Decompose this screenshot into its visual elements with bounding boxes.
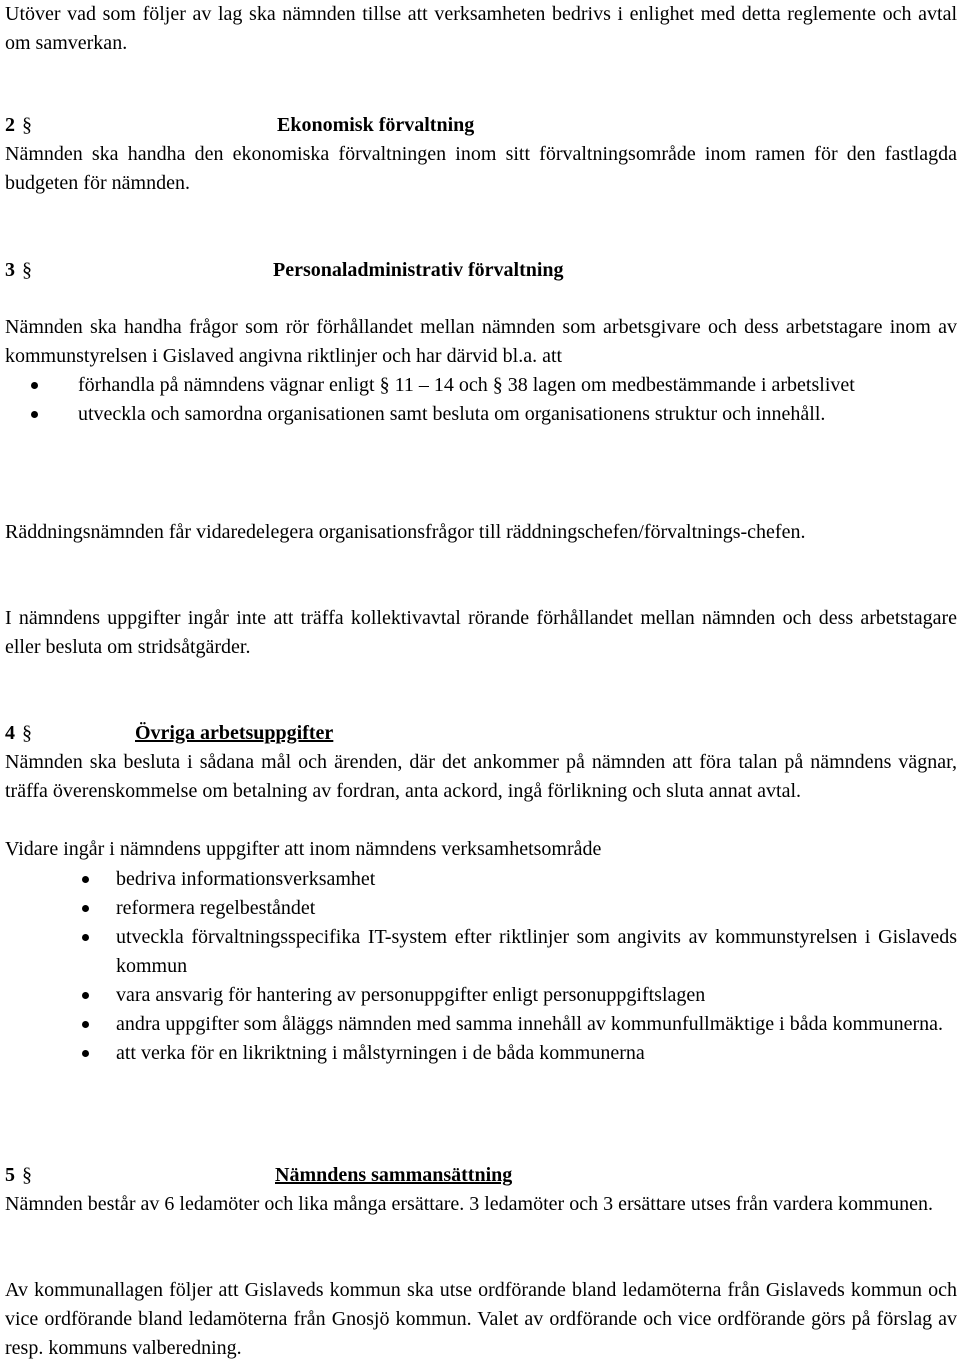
section-title: Övriga arbetsuppgifter	[135, 722, 334, 744]
section-title: Nämndens sammansättning	[275, 1164, 513, 1186]
section-5-paragraph-2: Av kommunallagen följer att Gislaveds kommun ska utse ordförande bland ledamöterna från Gislaveds kommun och vice ordförande bland ledamöterna från Gnosjö kommun. Valet av ordförande och vice ordförande görs på förslag av resp. kommuns valberedning.	[5, 1279, 957, 1359]
section-number: 5	[5, 1164, 15, 1186]
section-5-heading	[5, 1161, 957, 1190]
section-sign: §	[22, 259, 32, 281]
section-5-body: Nämnden består av 6 ledamöter och lika många ersättare. 3 ledamöter och 3 ersättare utses från vardera kommunen.	[5, 1193, 933, 1215]
bullet-icon	[82, 992, 89, 999]
list-item	[5, 865, 957, 894]
section-3-bullet-list	[5, 371, 957, 429]
list-item	[5, 1010, 957, 1039]
list-item	[5, 894, 957, 923]
section-sign: §	[22, 114, 32, 136]
list-item-text: andra uppgifter som åläggs nämnden med samma innehåll av kommunfullmäktige i båda kommunerna.	[116, 1013, 944, 1035]
section-2-heading	[5, 111, 957, 140]
section-4-body: Nämnden ska besluta i sådana mål och ärenden, där det ankommer på nämnden att föra talan på nämndens vägnar, träffa överenskommelse om betalning av fordran, anta ackord, ingå förlikning och sluta annat avtal.	[5, 751, 957, 802]
bullet-icon	[31, 411, 38, 418]
list-item	[5, 923, 957, 981]
section-3-paragraph-3: I nämndens uppgifter ingår inte att träffa kollektivavtal rörande förhållandet mellan nämnden och dess arbetstagare eller besluta om stridsåtgärder.	[5, 607, 957, 658]
bullet-icon	[82, 1050, 89, 1057]
section-4-lead: Vidare ingår i nämndens uppgifter att inom nämndens verksamhetsområde	[5, 838, 602, 860]
section-3-body: Nämnden ska handha frågor som rör förhållandet mellan nämnden som arbetsgivare och dess arbetstagare inom av kommunstyrelsen i Gislaved angivna riktlinjer och har därvid bl.a. att	[5, 316, 957, 367]
bullet-icon	[82, 905, 89, 912]
section-title: Ekonomisk förvaltning	[277, 114, 475, 136]
bullet-icon	[82, 934, 89, 941]
section-4-bullet-list	[5, 865, 957, 1068]
list-item	[5, 981, 957, 1010]
list-item-text: förhandla på nämndens vägnar enligt § 11 – 14 och § 38 lagen om medbestämmande i arbetslivet	[78, 374, 855, 396]
bullet-icon	[82, 876, 89, 883]
intro-paragraph: Utöver vad som följer av lag ska nämnden tillse att verksamheten bedrivs i enlighet med detta reglemente och avtal om samverkan.	[5, 3, 957, 54]
list-item-text: utveckla förvaltningsspecifika IT-system efter riktlinjer som angivits av kommunstyrelsen i Gislaveds kommun	[116, 926, 957, 977]
bullet-icon	[82, 1021, 89, 1028]
list-item-text: vara ansvarig för hantering av personuppgifter enligt personuppgiftslagen	[116, 984, 706, 1006]
list-item-text: att verka för en likriktning i målstyrningen i de båda kommunerna	[116, 1042, 645, 1064]
section-3-heading	[5, 256, 957, 285]
bullet-icon	[31, 382, 38, 389]
section-sign: §	[22, 1164, 32, 1186]
list-item-text: bedriva informationsverksamhet	[116, 868, 376, 890]
list-item	[5, 371, 957, 400]
section-number: 3	[5, 259, 15, 281]
list-item-text: utveckla och samordna organisationen samt besluta om organisationens struktur och innehåll.	[78, 403, 826, 425]
list-item-text: reformera regelbeståndet	[116, 897, 316, 919]
section-number: 4	[5, 722, 15, 744]
list-item	[5, 1039, 957, 1068]
list-item	[5, 400, 957, 429]
section-3-paragraph-2: Räddningsnämnden får vidaredelegera organisationsfrågor till räddningschefen/förvaltnings-chefen.	[5, 521, 806, 543]
section-sign: §	[22, 722, 32, 744]
section-2-body: Nämnden ska handha den ekonomiska förvaltningen inom sitt förvaltningsområde inom ramen för den fastlagda budgeten för nämnden.	[5, 143, 957, 194]
section-number: 2	[5, 114, 15, 136]
section-4-heading	[5, 719, 957, 748]
section-title: Personaladministrativ förvaltning	[273, 259, 564, 281]
